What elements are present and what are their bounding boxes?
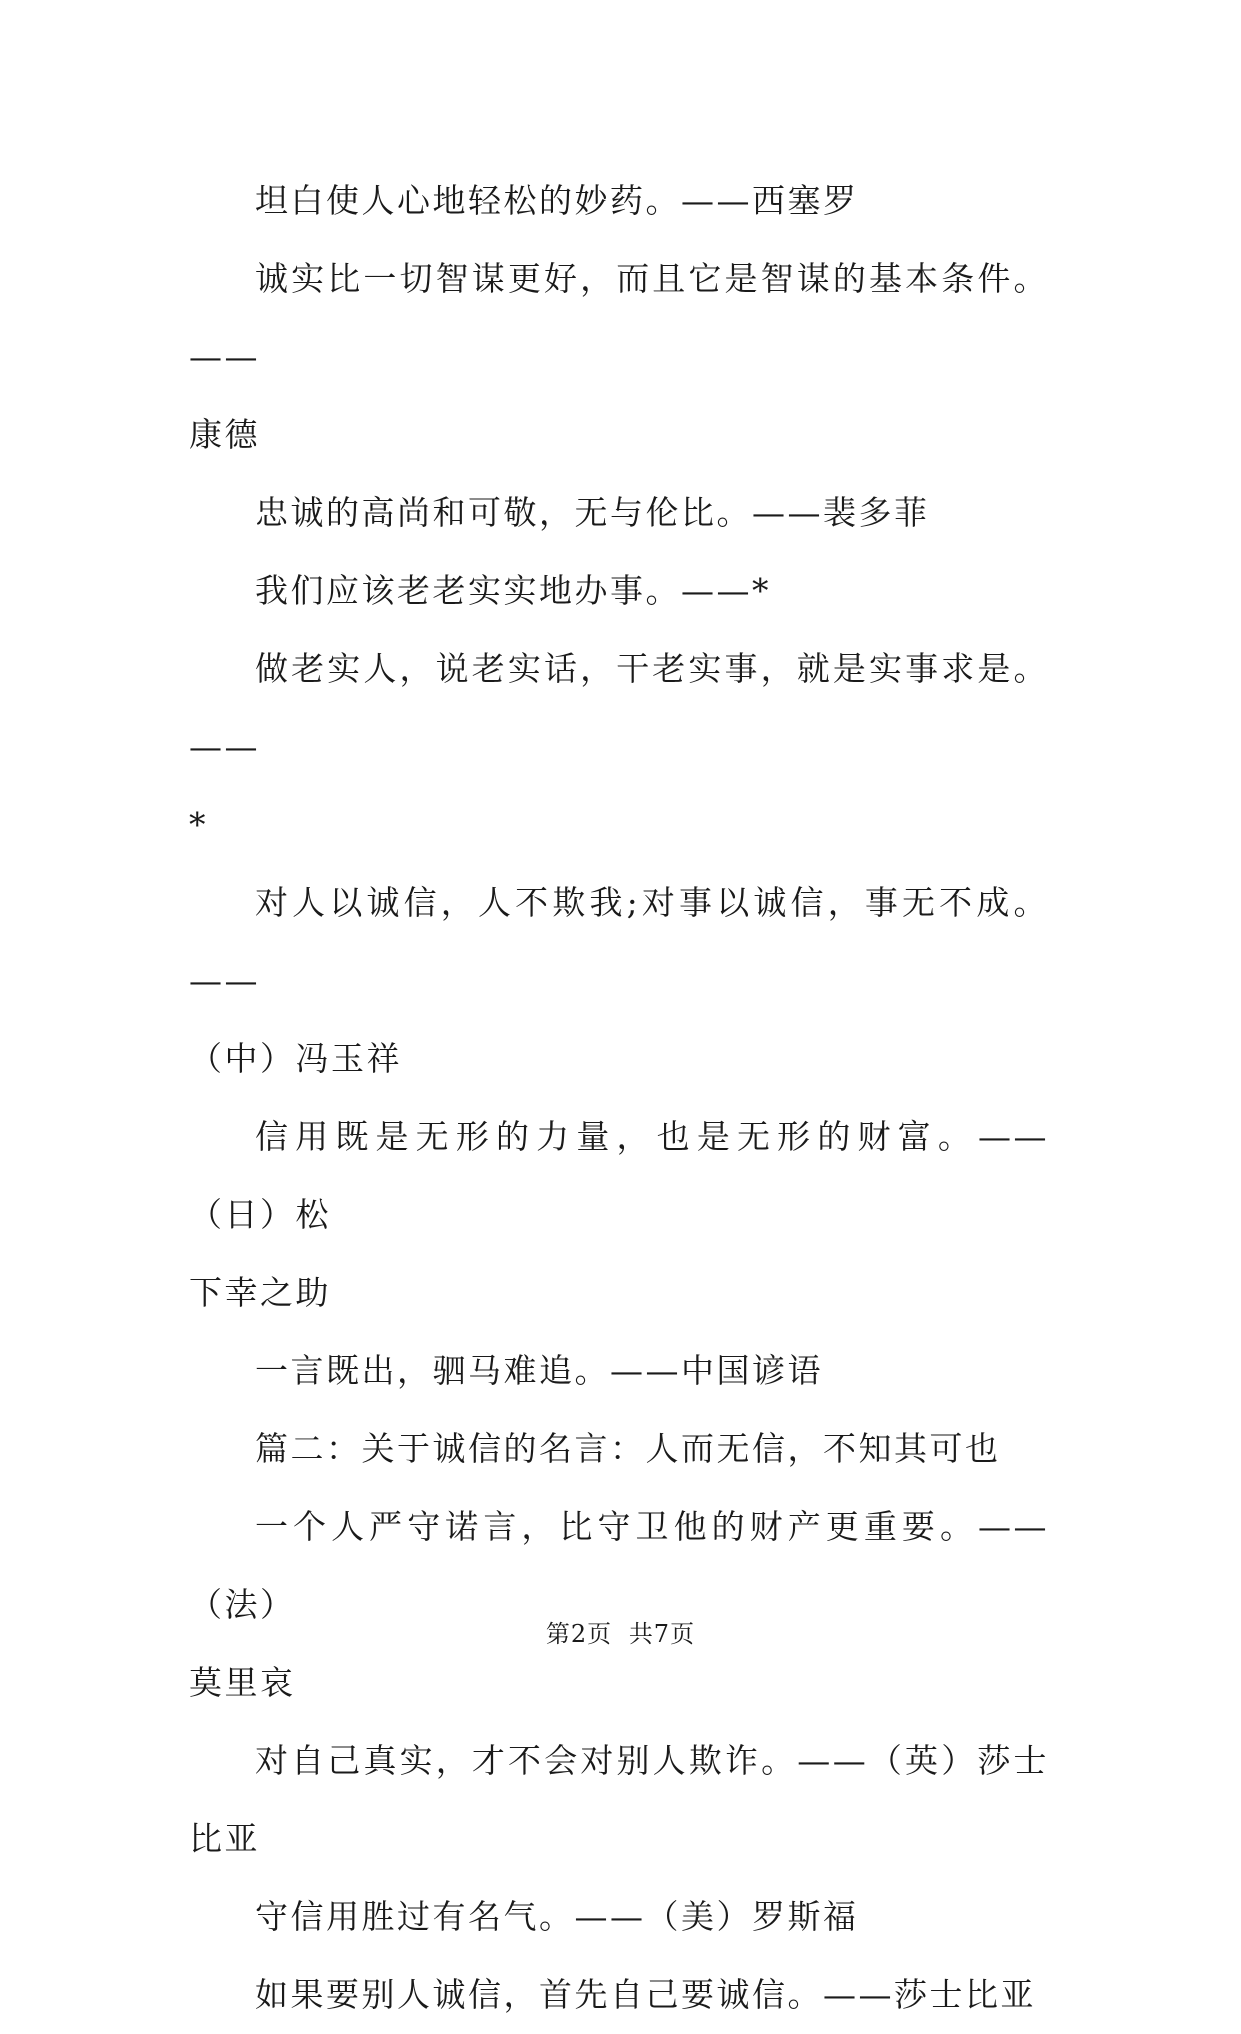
text-line: *	[189, 805, 208, 844]
text-line: 一言既出，驷马难追。——中国谚语	[255, 1351, 823, 1390]
text-line: 我们应该老老实实地办事。——*	[255, 571, 771, 610]
section-heading: 篇二：关于诚信的名言：人而无信，不知其可也	[255, 1429, 1001, 1468]
document-body	[189, 162, 1049, 2034]
text-line: 信用既是无形的力量，也是无形的财富。——（日）松	[189, 1117, 1049, 1234]
text-line: 一个人严守诺言，比守卫他的财产更重要。——（法）	[189, 1507, 1049, 1624]
text-line: 对人以诚信，人不欺我;对事以诚信，事无不成。——	[189, 883, 1049, 1000]
text-line: 下幸之助	[189, 1273, 331, 1312]
text-line: 守信用胜过有名气。——（美）罗斯福	[255, 1897, 859, 1936]
text-line: 诚实比一切智谋更好，而且它是智谋的基本条件。——	[189, 259, 1049, 376]
text-line: 莫里哀	[189, 1663, 296, 1702]
text-line: 对自己真实，才不会对别人欺诈。——（英）莎士比亚	[189, 1741, 1049, 1858]
text-line: 如果要别人诚信，首先自己要诚信。——莎士比亚	[255, 1975, 1036, 2014]
page-number: 第2页	[545, 1620, 613, 1648]
text-line: 忠诚的高尚和可敬，无与伦比。——裴多菲	[255, 493, 930, 532]
text-line: （中）冯玉祥	[189, 1039, 402, 1078]
text-line: 做老实人，说老实话，干老实事，就是实事求是。——	[189, 649, 1049, 766]
text-line: 康德	[189, 415, 260, 454]
page-total: 共7页	[628, 1620, 696, 1648]
text-line: 坦白使人心地轻松的妙药。——西塞罗	[255, 181, 859, 220]
page-footer	[0, 1614, 1241, 1649]
